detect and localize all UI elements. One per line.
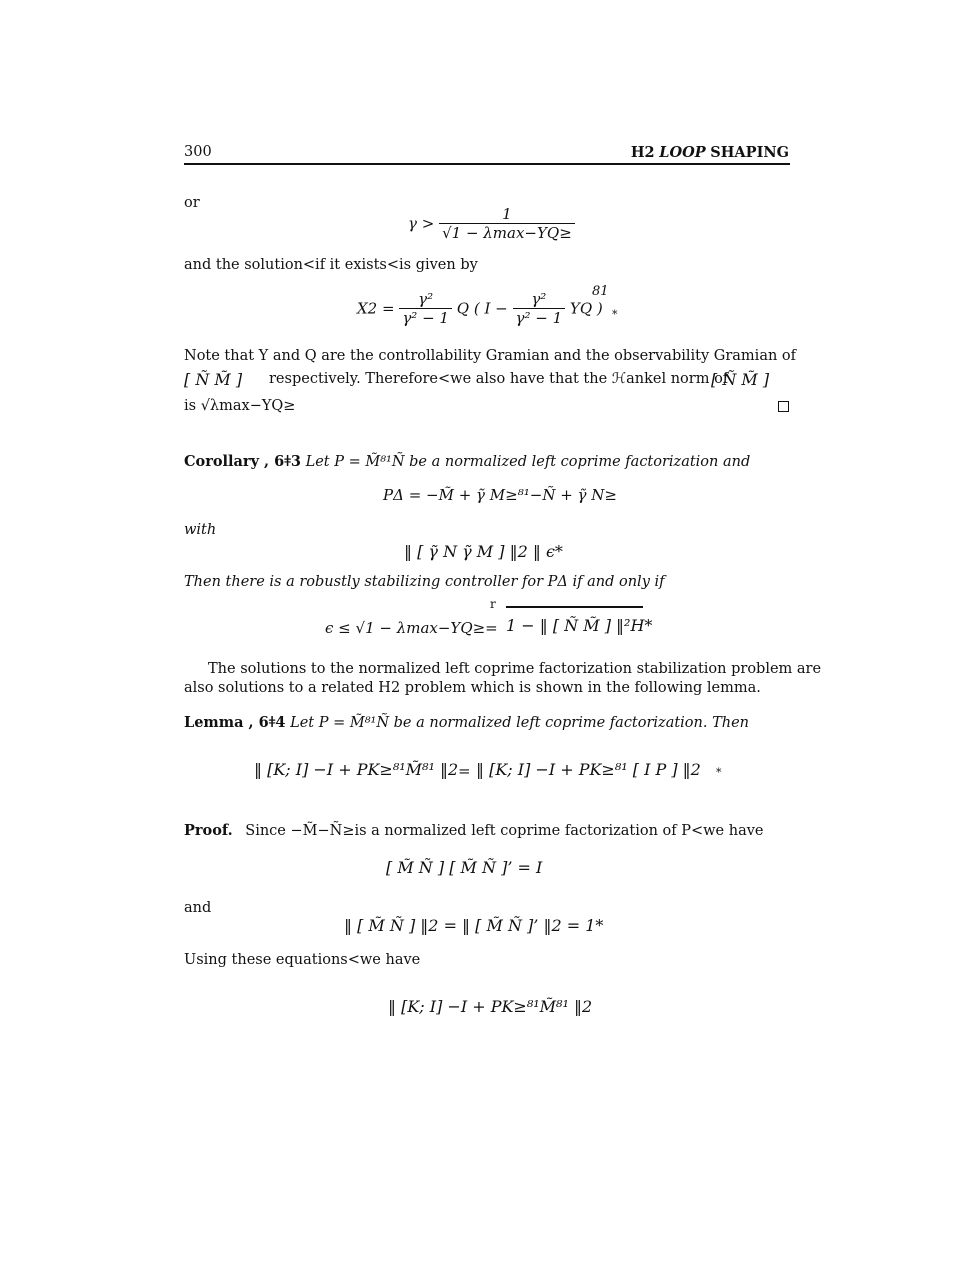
x2-frac1-num: γ² <box>418 290 434 308</box>
then-text: Then there is a robustly stabilizing controller for PΔ if and only if <box>184 574 665 590</box>
lemma-equation-right: ‖ [K; I] −I + PK≥⁸¹ [ I P ] ‖2 <box>476 760 701 779</box>
lemma-text: Let P = M̃⁸¹Ñ be a normalized left coprime factorization. Then <box>290 715 750 731</box>
x2-frac2-den: γ² − 1 <box>513 308 566 327</box>
x2-mid: Q ( I − <box>456 299 508 318</box>
corollary-text: Let P = M̃⁸¹Ñ be a normalized left coprime factorization and <box>305 454 751 470</box>
note-line3: is √λmax−YQ≥ <box>184 398 296 414</box>
header-rule <box>184 163 790 165</box>
x2-exponent: 81 <box>592 284 609 299</box>
x2-frac1-den: γ² − 1 <box>399 308 452 327</box>
and-word: and <box>184 900 212 916</box>
note-line2: respectively. Therefore<we also have that the ℋankel norm of <box>269 371 729 387</box>
x2-frac1 <box>399 290 452 327</box>
norm-condition: ‖ [ γ̃ N γ̃ M ] ‖2 ‖ ϵ* <box>404 542 563 561</box>
running-title <box>631 144 789 161</box>
epsilon-sqrt-bar <box>506 606 643 608</box>
qed-square <box>778 401 789 412</box>
x2-star: * <box>612 308 618 321</box>
x2-frac2 <box>513 290 566 327</box>
gamma-inequality-lhs: γ > <box>408 214 435 233</box>
solutions-para-line1: The solutions to the normalized left coprime factorization stabilization problem are <box>208 661 822 677</box>
epsilon-rhs: 1 − ‖ [ Ñ M̃ ] ‖²H* <box>506 616 653 635</box>
proof-equation1: [ M̃ Ñ ] [ M̃ Ñ ]’ = I <box>386 858 543 877</box>
gamma-fraction <box>439 205 575 242</box>
proof-equation2: ‖ [ M̃ Ñ ] ‖2 = ‖ [ M̃ Ñ ]’ ‖2 = 1* <box>344 916 604 935</box>
gamma-fraction-num: 1 <box>502 205 512 223</box>
epsilon-bound: ϵ ≤ √1 − λmax−YQ≥= <box>325 619 498 637</box>
lemma-label: Lemma , 6ǂ4 <box>184 714 286 731</box>
lemma-equation-mid: = <box>458 762 471 780</box>
lemma-equation-left: ‖ [K; I] −I + PK≥⁸¹M̃⁸¹ ‖2 <box>254 760 459 779</box>
x2-lhs: X2 = <box>357 299 395 318</box>
note-line1: Note that Y and Q are the controllability Gramian and the observability Gramian of <box>184 348 797 364</box>
running-title-h2: H2 <box>630 144 655 161</box>
x2-equation <box>357 290 603 327</box>
x2-end: YQ ) <box>569 299 603 318</box>
x2-frac2-num: γ² <box>531 290 547 308</box>
gamma-fraction-den: √1 − λmax−YQ≥ <box>439 223 575 242</box>
gamma-inequality <box>408 205 575 242</box>
running-title-shaping: SHAPING <box>710 144 789 161</box>
solutions-para-line2: also solutions to a related H2 problem which is shown in the following lemma. <box>184 680 761 696</box>
page-number: 300 <box>184 144 212 160</box>
final-equation: ‖ [K; I] −I + PK≥⁸¹M̃⁸¹ ‖2 <box>388 997 593 1016</box>
epsilon-r: r <box>490 597 496 611</box>
proof-label: Proof. <box>184 822 233 839</box>
with-word: with <box>184 522 217 538</box>
corollary <box>184 453 750 470</box>
running-title-loop: LOOP <box>659 144 706 161</box>
lemma <box>184 714 749 731</box>
proof <box>184 822 764 839</box>
note-matrix2: [ Ñ M̃ ] <box>711 370 770 389</box>
lemma-equation-star: * <box>716 766 722 779</box>
using-text: Using these equations<we have <box>184 952 421 968</box>
or-word: or <box>184 195 200 211</box>
proof-text: Since −M̃−Ñ≥is a normalized left coprime factorization of P<we have <box>245 823 764 839</box>
p-delta-equation: PΔ = −M̃ + γ̃ M≥⁸¹−Ñ + γ̃ N≥ <box>383 486 617 504</box>
corollary-label: Corollary , 6ǂ3 <box>184 453 301 470</box>
solution-text: and the solution<if it exists<is given by <box>184 257 478 273</box>
note-matrix1: [ Ñ M̃ ] <box>184 370 243 389</box>
